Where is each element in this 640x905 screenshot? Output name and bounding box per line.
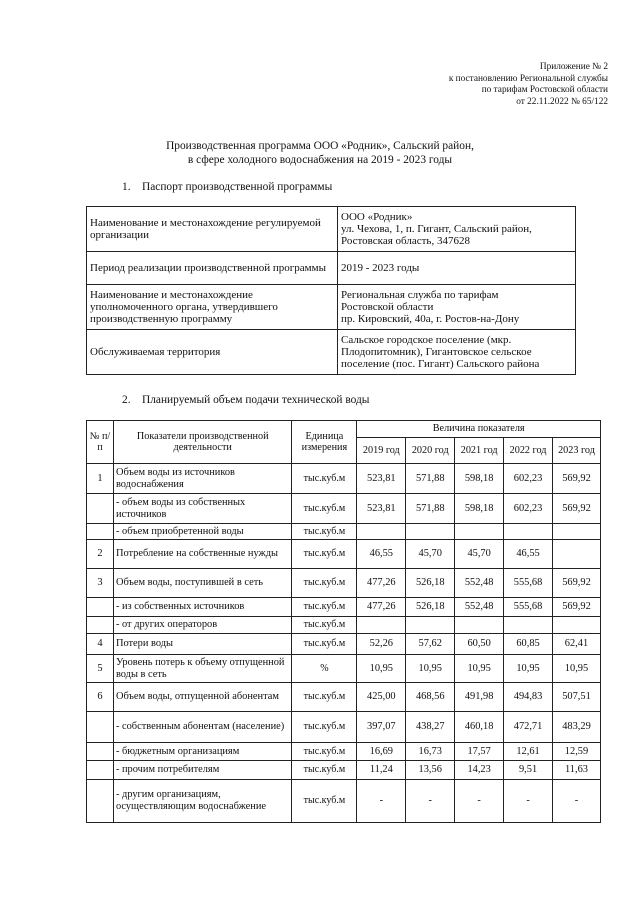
row-value: 569,92 bbox=[553, 598, 601, 617]
row-value: 523,81 bbox=[357, 464, 406, 494]
row-value: 9,51 bbox=[504, 761, 553, 780]
row-value: 397,07 bbox=[357, 712, 406, 743]
row-value: 10,95 bbox=[357, 655, 406, 683]
row-value: 571,88 bbox=[406, 464, 455, 494]
document-title bbox=[0, 139, 640, 167]
row-unit: тыс.куб.м bbox=[292, 712, 357, 743]
row-value: - bbox=[357, 780, 406, 823]
row-value: 60,85 bbox=[504, 634, 553, 655]
row-value: 472,71 bbox=[504, 712, 553, 743]
table-row bbox=[87, 464, 601, 494]
value-line: Региональная служба по тарифам bbox=[341, 288, 499, 301]
row-name: - объем воды из собственных источников bbox=[113, 494, 292, 524]
row-num bbox=[87, 598, 114, 617]
row-value: 483,29 bbox=[553, 712, 601, 743]
row-unit: тыс.куб.м bbox=[292, 464, 357, 494]
row-value: 598,18 bbox=[455, 464, 504, 494]
row-num: 3 bbox=[87, 569, 114, 598]
row-name: Объем воды, поступившей в сеть bbox=[113, 569, 292, 598]
header-year: 2023 год bbox=[553, 438, 601, 464]
row-value bbox=[504, 524, 553, 540]
value-line: 2019 - 2023 годы bbox=[341, 261, 420, 274]
value-line: Плодопитомник), Гигантовское сельское bbox=[341, 345, 532, 358]
row-value: 57,62 bbox=[406, 634, 455, 655]
row-num bbox=[87, 524, 114, 540]
appendix-line: по тарифам Ростовской области bbox=[481, 85, 608, 96]
row-num: 2 bbox=[87, 540, 114, 569]
row-unit: тыс.куб.м bbox=[292, 634, 357, 655]
row-value: 10,95 bbox=[455, 655, 504, 683]
table-row bbox=[87, 655, 601, 683]
row-num bbox=[87, 617, 114, 634]
title-line: Производственная программа ООО «Родник», Сальский район, bbox=[166, 140, 474, 152]
passport-value bbox=[338, 252, 576, 285]
row-unit: тыс.куб.м bbox=[292, 524, 357, 540]
row-value: 555,68 bbox=[504, 598, 553, 617]
table-row bbox=[87, 743, 601, 761]
passport-value bbox=[338, 285, 576, 330]
table-row bbox=[87, 617, 601, 634]
table-row bbox=[87, 634, 601, 655]
header-num: № п/п bbox=[87, 421, 114, 464]
row-name: Объем воды из источников водоснабжения bbox=[113, 464, 292, 494]
row-value: 16,69 bbox=[357, 743, 406, 761]
table-row bbox=[87, 252, 576, 285]
row-value: 45,70 bbox=[406, 540, 455, 569]
row-value: 14,23 bbox=[455, 761, 504, 780]
section-heading-volume bbox=[122, 393, 369, 407]
table-row bbox=[87, 780, 601, 823]
row-num bbox=[87, 712, 114, 743]
row-name: - объем приобретенной воды bbox=[113, 524, 292, 540]
header-value-group: Величина показателя bbox=[357, 421, 601, 438]
row-value: 52,26 bbox=[357, 634, 406, 655]
row-value: 569,92 bbox=[553, 494, 601, 524]
row-value: 10,95 bbox=[553, 655, 601, 683]
row-value: 569,92 bbox=[553, 569, 601, 598]
row-value bbox=[553, 524, 601, 540]
row-unit: тыс.куб.м bbox=[292, 743, 357, 761]
row-value: 11,24 bbox=[357, 761, 406, 780]
passport-label: Наименование и местонахождение уполномоченного органа, утвердившего производственную программу bbox=[87, 285, 338, 330]
row-value: - bbox=[553, 780, 601, 823]
title-line: в сфере холодного водоснабжения на 2019 - 2023 годы bbox=[187, 154, 453, 166]
appendix-line: Приложение № 2 bbox=[539, 62, 608, 72]
row-name: - другим организациям, осуществляющим водоснабжение bbox=[113, 780, 292, 823]
row-value bbox=[455, 617, 504, 634]
header-year: 2022 год bbox=[504, 438, 553, 464]
row-name: - собственным абонентам (население) bbox=[113, 712, 292, 743]
row-value: 60,50 bbox=[455, 634, 504, 655]
row-unit: тыс.куб.м bbox=[292, 683, 357, 712]
row-unit: тыс.куб.м bbox=[292, 761, 357, 780]
table-row bbox=[87, 761, 601, 780]
row-name: Объем воды, отпущенной абонентам bbox=[113, 683, 292, 712]
row-value: - bbox=[455, 780, 504, 823]
row-value: 526,18 bbox=[406, 569, 455, 598]
row-value: 62,41 bbox=[553, 634, 601, 655]
row-value: 468,56 bbox=[406, 683, 455, 712]
header-year: 2021 год bbox=[455, 438, 504, 464]
row-num: 5 bbox=[87, 655, 114, 683]
row-value: 552,48 bbox=[455, 598, 504, 617]
appendix-line: от 22.11.2022 № 65/122 bbox=[516, 96, 608, 107]
row-value: 12,61 bbox=[504, 743, 553, 761]
row-value: 425,00 bbox=[357, 683, 406, 712]
row-unit: тыс.куб.м bbox=[292, 598, 357, 617]
value-line: Ростовской области bbox=[341, 300, 434, 313]
row-value: 12,59 bbox=[553, 743, 601, 761]
section-label: Паспорт производственной программы bbox=[142, 181, 333, 193]
table-row bbox=[87, 712, 601, 743]
volume-table bbox=[86, 420, 601, 823]
row-name: - от других операторов bbox=[113, 617, 292, 634]
row-value: 491,98 bbox=[455, 683, 504, 712]
passport-value bbox=[338, 330, 576, 375]
row-unit: тыс.куб.м bbox=[292, 780, 357, 823]
row-value bbox=[553, 540, 601, 569]
row-value bbox=[406, 617, 455, 634]
row-value bbox=[504, 617, 553, 634]
value-line: поселение (пос. Гигант) Сальского района bbox=[341, 358, 540, 371]
row-value: 571,88 bbox=[406, 494, 455, 524]
row-value: 598,18 bbox=[455, 494, 504, 524]
table-row bbox=[87, 569, 601, 598]
row-value: 555,68 bbox=[504, 569, 553, 598]
passport-table bbox=[86, 206, 576, 375]
value-line: Ростовская область, 347628 bbox=[341, 235, 470, 248]
row-value: 17,57 bbox=[455, 743, 504, 761]
value-line: Сальское городское поселение (мкр. bbox=[341, 333, 512, 346]
row-value: 460,18 bbox=[455, 712, 504, 743]
row-num: 1 bbox=[87, 464, 114, 494]
row-name: - бюджетным организациям bbox=[113, 743, 292, 761]
row-value: 569,92 bbox=[553, 464, 601, 494]
row-value: 438,27 bbox=[406, 712, 455, 743]
row-name: Уровень потерь к объему отпущенной воды в сеть bbox=[113, 655, 292, 683]
row-unit: тыс.куб.м bbox=[292, 540, 357, 569]
table-row bbox=[87, 540, 601, 569]
row-value: 45,70 bbox=[455, 540, 504, 569]
row-value: 523,81 bbox=[357, 494, 406, 524]
row-value: 13,56 bbox=[406, 761, 455, 780]
row-value: 46,55 bbox=[357, 540, 406, 569]
row-value: 11,63 bbox=[553, 761, 601, 780]
row-value: 10,95 bbox=[406, 655, 455, 683]
table-row bbox=[87, 683, 601, 712]
row-value: 477,26 bbox=[357, 569, 406, 598]
header-year: 2019 год bbox=[357, 438, 406, 464]
row-unit: % bbox=[292, 655, 357, 683]
row-value: 494,83 bbox=[504, 683, 553, 712]
row-num: 6 bbox=[87, 683, 114, 712]
table-row bbox=[87, 598, 601, 617]
passport-label: Обслуживаемая территория bbox=[87, 330, 338, 375]
row-value: 552,48 bbox=[455, 569, 504, 598]
row-value: - bbox=[406, 780, 455, 823]
table-row bbox=[87, 330, 576, 375]
row-value: 507,51 bbox=[553, 683, 601, 712]
row-name: - из собственных источников bbox=[113, 598, 292, 617]
row-value: 16,73 bbox=[406, 743, 455, 761]
row-value: 526,18 bbox=[406, 598, 455, 617]
header-row bbox=[87, 421, 601, 438]
section-heading-passport bbox=[122, 180, 332, 194]
section-label: Планируемый объем подачи технической воды bbox=[142, 394, 370, 406]
row-name: Потребление на собственные нужды bbox=[113, 540, 292, 569]
header-indicator: Показатели производственной деятельности bbox=[113, 421, 292, 464]
row-value bbox=[357, 524, 406, 540]
row-num: 4 bbox=[87, 634, 114, 655]
row-num bbox=[87, 761, 114, 780]
row-value: 602,23 bbox=[504, 494, 553, 524]
row-unit: тыс.куб.м bbox=[292, 569, 357, 598]
passport-label: Наименование и местонахождение регулируемой организации bbox=[87, 207, 338, 252]
value-line: ООО «Родник» bbox=[341, 210, 413, 223]
row-unit: тыс.куб.м bbox=[292, 617, 357, 634]
header-year: 2020 год bbox=[406, 438, 455, 464]
row-num bbox=[87, 743, 114, 761]
value-line: пр. Кировский, 40а, г. Ростов-на-Дону bbox=[341, 313, 520, 326]
table-row bbox=[87, 524, 601, 540]
row-value bbox=[455, 524, 504, 540]
row-value bbox=[357, 617, 406, 634]
row-unit: тыс.куб.м bbox=[292, 494, 357, 524]
row-value bbox=[553, 617, 601, 634]
value-line: ул. Чехова, 1, п. Гигант, Сальский район, bbox=[341, 222, 532, 235]
appendix-line: к постановлению Региональной службы bbox=[448, 73, 608, 84]
row-name: Потери воды bbox=[113, 634, 292, 655]
table-row bbox=[87, 285, 576, 330]
row-name: - прочим потребителям bbox=[113, 761, 292, 780]
table-row bbox=[87, 207, 576, 252]
appendix-block bbox=[348, 62, 608, 108]
passport-value bbox=[338, 207, 576, 252]
section-number: 2. bbox=[122, 394, 131, 406]
row-value: 602,23 bbox=[504, 464, 553, 494]
row-value: 46,55 bbox=[504, 540, 553, 569]
row-num bbox=[87, 780, 114, 823]
row-value: - bbox=[504, 780, 553, 823]
table-row bbox=[87, 494, 601, 524]
header-unit: Единица измерения bbox=[292, 421, 357, 464]
passport-label: Период реализации производственной программы bbox=[87, 252, 338, 285]
row-value bbox=[406, 524, 455, 540]
row-num bbox=[87, 494, 114, 524]
section-number: 1. bbox=[122, 181, 131, 193]
row-value: 10,95 bbox=[504, 655, 553, 683]
row-value: 477,26 bbox=[357, 598, 406, 617]
